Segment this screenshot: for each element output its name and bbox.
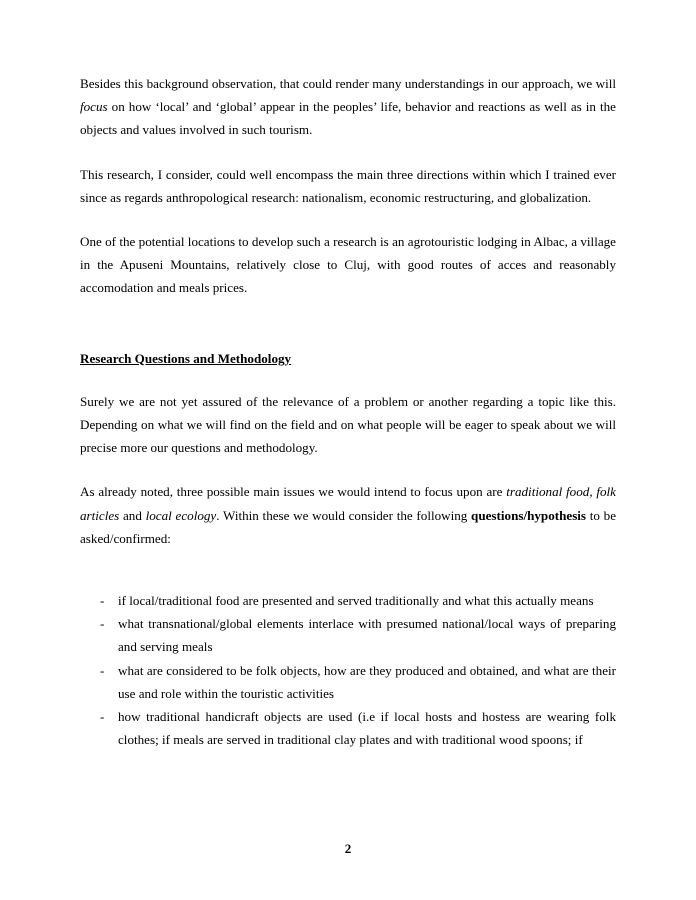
page-number-footer: 2 [344,841,352,856]
paragraph-text-segment: to be asked/confirmed: [80,507,617,546]
questions-list [80,589,616,751]
heading-spacer [80,321,616,347]
paragraph-text-segment: Besides this background observation, that could render many understandings in our approach, we will [80,76,616,91]
paragraph-text-segment: , [589,484,597,500]
section-heading-research-questions: Research Questions and Methodology [80,350,292,366]
document-body [80,72,616,751]
paragraph-text-segment: . Within these we would consider the following [216,507,472,523]
list-item [80,705,616,751]
paragraph-research-directions: This research, I consider, could well encompass the main three directions within which I trained ever since as regards anthropological research: nationalism, economic restructuring, and globalization. [80,166,616,205]
emphasis-focus: focus [80,99,108,115]
emphasis-folk-articles: folk articles [80,484,616,523]
list-item [80,589,616,612]
paragraph-text-segment: and [119,507,146,523]
list-item-text: if local/traditional food are presented and served traditionally and what this actually means [118,593,594,609]
list-item-text: what transnational/global elements interlace with presumed national/local ways of preparing and serving meals [118,616,616,655]
pre-list-spacer [80,571,616,589]
emphasis-local-ecology: local ecology [145,507,217,523]
bullet-dash-icon: - [100,593,105,609]
list-item-text: what are considered to be folk objects, how are they produced and obtained, and what are their use and role within the touristic activities [118,662,616,701]
post-heading-spacer [80,370,616,390]
bullet-dash-icon: - [100,616,105,632]
paragraph-potential-location: One of the potential locations to develop such a research is an agrotouristic lodging in Albac, a village in the Apuseni Mountains, relatively close to Cluj, with good routes of acces and reasonably accomodation and meals prices. [80,234,616,296]
paragraph-main-issues [80,480,616,550]
paragraph-relevance-uncertainty: Surely we are not yet assured of the relevance of a problem or another regarding a topic like this. Depending on what we will find on the field and on what people will be eager to speak about we will precise more our questions and methodology. [80,393,616,456]
emphasis-traditional-food: traditional food [506,484,590,500]
bullet-dash-icon: - [100,709,105,725]
list-item [80,659,616,705]
paragraph-background-observation [80,72,616,142]
emphasis-questions-hypothesis: questions/hypothesis [471,507,587,523]
list-item-text: how traditional handicraft objects are used (i.e if local hosts and hostess are wearing folk clothes; if meals are served in traditional clay plates and with traditional wood spoons; if [118,709,616,748]
bullet-dash-icon: - [100,662,105,678]
paragraph-text-segment: As already noted, three possible main issues we would intend to focus upon are [80,484,507,500]
list-item [80,612,616,658]
paragraph-text-segment: on how ‘local’ and ‘global’ appear in the peoples’ life, behavior and reactions as well as in the objects and values involved in such tourism. [80,99,616,138]
